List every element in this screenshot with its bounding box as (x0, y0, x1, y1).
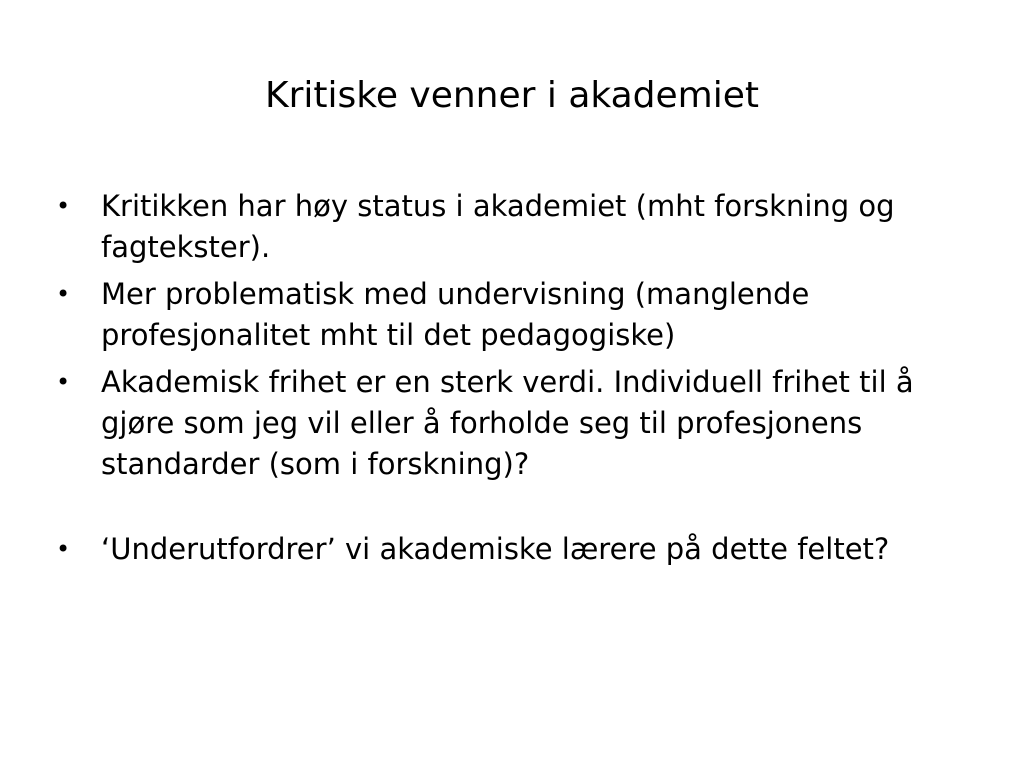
bullet-icon: • (56, 192, 71, 220)
bullet-item (56, 186, 986, 268)
bullet-text: Akademisk frihet er en sterk verdi. Individuell frihet til å gjøre som jeg vil eller å forholde seg til profesjonens standarder (som i forskning)? (101, 365, 914, 481)
bullet-text: Mer problematisk med undervisning (manglende profesjonalitet mht til det pedagogiske) (101, 277, 810, 352)
bullet-icon: • (56, 368, 71, 396)
bullet-text: ‘Underutfordrer’ vi akademiske lærere på dette feltet? (101, 532, 890, 566)
bullet-item (56, 274, 986, 356)
bullet-icon: • (56, 280, 71, 308)
slide-title: Kritiske venner i akademiet (264, 75, 760, 116)
bullet-text: Kritikken har høy status i akademiet (mht forskning og fagtekster). (101, 189, 895, 264)
bullet-list (56, 186, 986, 576)
bullet-item (56, 362, 986, 485)
bullet-item (56, 529, 986, 570)
bullet-icon: • (56, 535, 71, 563)
